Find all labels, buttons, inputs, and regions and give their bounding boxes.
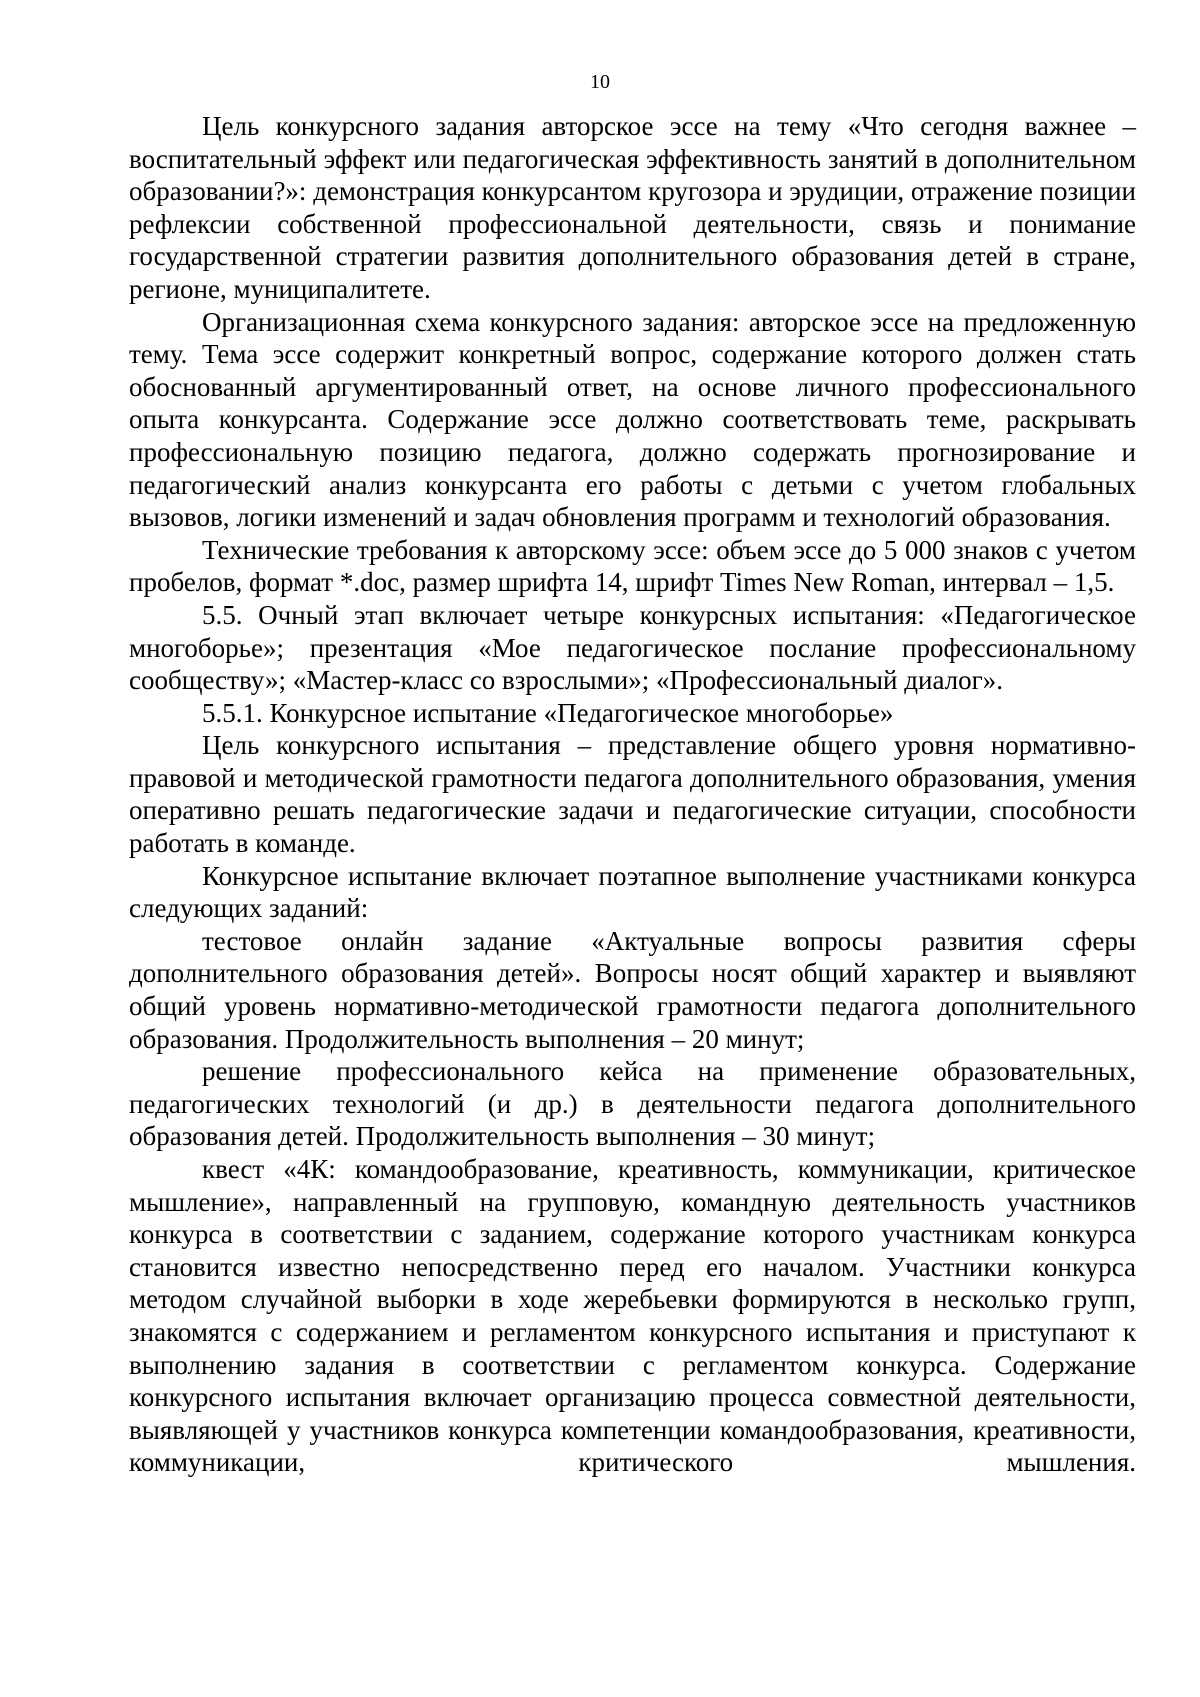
list-item-quest-4k: квест «4К: командообразование, креативность, коммуникации, критическое мышление», направленный на групповую, командную деятельность участников конкурса в соответствии с заданием, содержание которого участникам конкурса становится известно непосредственно перед его началом. Участники конкурса методом случайной выборки в ходе жеребьевки формируются в несколько групп, знакомятся с содержанием и регламентом конкурсного испытания и приступают к выполнению задания в соответствии с регламентом конкурса. Содержание конкурсного испытания включает организацию процесса совместной деятельности, выявляющей у участников конкурса компетенции командообразования, креативности, коммуникации, критического мышления. <box>129 1154 1136 1478</box>
paragraph-test-stages: Конкурсное испытание включает поэтапное выполнение участниками конкурса следующих заданий: <box>129 860 1136 924</box>
paragraph-essay-technical-requirements: Технические требования к авторскому эссе: объем эссе до 5 000 знаков с учетом пробелов, формат *.doc, размер шрифта 14, шрифт Times New Roman, интервал – 1,5. <box>129 534 1136 598</box>
heading-section-5-5-1: 5.5.1. Конкурсное испытание «Педагогическое многоборье» <box>202 697 894 728</box>
paragraph-section-5-5: 5.5. Очный этап включает четыре конкурсных испытания: «Педагогическое многоборье»; презентация «Мое педагогическое послание профессиональному сообществу»; «Мастер-класс со взрослыми»; «Профессиональный диалог». <box>129 599 1136 696</box>
list-item-online-test: тестовое онлайн задание «Актуальные вопросы развития сферы дополнительного образования детей». Вопросы носят общий характер и выявляют общий уровень нормативно-методической грамотности педагога дополнительного образования. Продолжительность выполнения – 20 минут; <box>129 925 1136 1054</box>
page-number: 10 <box>590 71 610 93</box>
paragraph-test-goal: Цель конкурсного испытания – представление общего уровня нормативно-правовой и методической грамотности педагога дополнительного образования, умения оперативно решать педагогические задачи и педагогические ситуации, способности работать в команде. <box>129 730 1136 859</box>
document-body <box>129 110 1136 1479</box>
paragraph-essay-organization: Организационная схема конкурсного задания: авторское эссе на предложенную тему. Тема эссе содержит конкретный вопрос, содержание которого должен стать обоснованный аргументированный ответ, на основе личного профессионального опыта конкурсанта. Содержание эссе должно соответствовать теме, раскрывать профессиональную позицию педагога, должно содержать прогнозирование и педагогический анализ конкурсанта его работы с детьми с учетом глобальных вызовов, логики изменений и задач обновления программ и технологий образования. <box>129 306 1136 533</box>
list-item-case-solution: решение профессионального кейса на применение образовательных, педагогических технологий (и др.) в деятельности педагога дополнительного образования детей. Продолжительность выполнения – 30 минут; <box>129 1056 1136 1152</box>
paragraph-essay-goal: Цель конкурсного задания авторское эссе на тему «Что сегодня важнее – воспитательный эффект или педагогическая эффективность занятий в дополнительном образовании?»: демонстрация конкурсантом кругозора и эрудиции, отражение позиции рефлексии собственной профессиональной деятельности, связь и понимание государственной стратегии развития дополнительного образования детей в стране, регионе, муниципалитете. <box>129 111 1136 304</box>
